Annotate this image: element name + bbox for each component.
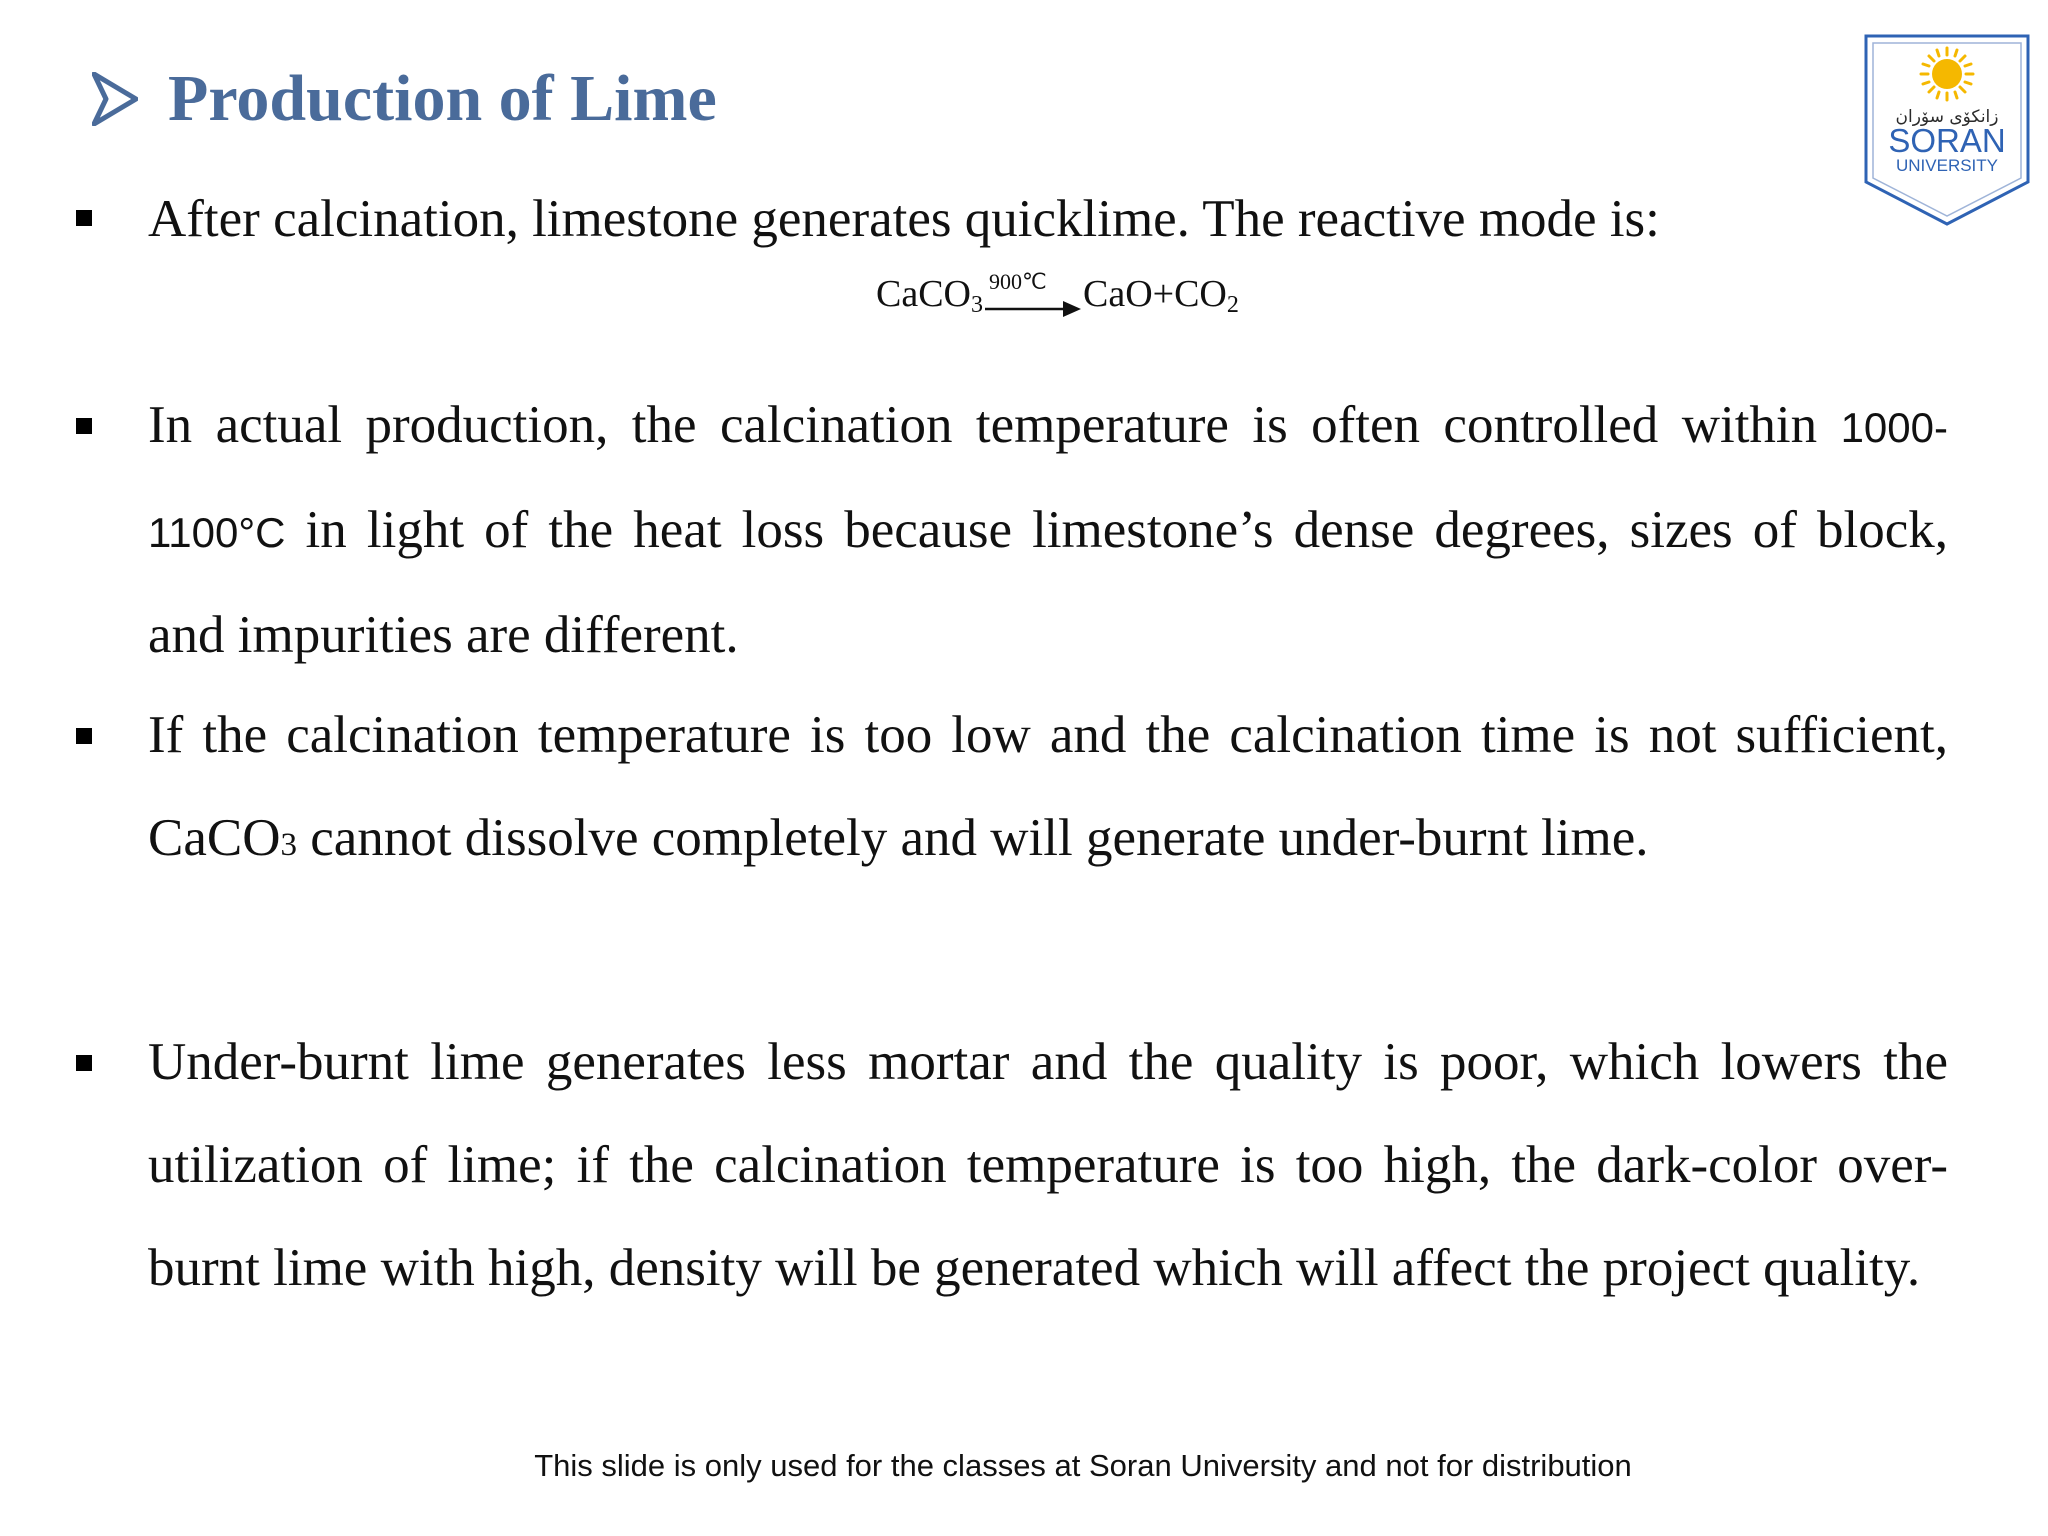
bullet-4-text: Under-burnt lime generates less mortar and the quality is poor, which lowers the utilization of lime; if the calcination temperature is too high, the dark-color over-burnt lime with high, density will be generated which will affect the project quality. xyxy=(148,1033,1948,1297)
temperature-range: 1000-1100°C xyxy=(148,404,1948,556)
sun-icon xyxy=(1921,48,1973,100)
bullet-marker xyxy=(76,728,92,744)
equation-arrow xyxy=(985,269,1081,319)
reaction-equation xyxy=(876,269,1239,319)
title-row xyxy=(92,62,717,135)
logo-subtitle: UNIVERSITY xyxy=(1895,156,1999,175)
logo-arabic-text: زانكۆی سۆران xyxy=(1895,107,1999,127)
bullet-marker xyxy=(76,210,92,226)
bullet-1-text: After calcination, limestone generates quicklime. The reactive mode is: xyxy=(148,190,1660,248)
bullet-3-text: If the calcination temperature is too low and the calcination time is not sufficient, CaCO3 cannot dissolve completely and will generate under-burnt lime. xyxy=(148,706,1948,867)
equation-products: $CaO+CO_2$ xyxy=(1083,273,1239,318)
bullet-marker xyxy=(76,418,92,434)
bullet-2-text: In actual production, the calcination temperature is often controlled within 1000-1100°C in light of the heat loss because limestone’s dense degrees, sizes of block, and impurities are different. xyxy=(148,396,1948,664)
bullet-marker xyxy=(76,1055,92,1071)
caco3-subscript: 3 xyxy=(280,827,297,863)
slide-title: Production of Lime xyxy=(168,62,717,135)
arrow-bullet-icon xyxy=(92,72,138,126)
logo-name: SORAN xyxy=(1888,122,2006,159)
reaction-arrow-icon xyxy=(985,299,1081,319)
footer-notice: This slide is only used for the classes at Soran University and not for distribution xyxy=(534,1448,1632,1483)
equation-condition: 900℃ xyxy=(989,269,1047,294)
equation-reactant: CaCO$_3$ xyxy=(876,273,983,318)
